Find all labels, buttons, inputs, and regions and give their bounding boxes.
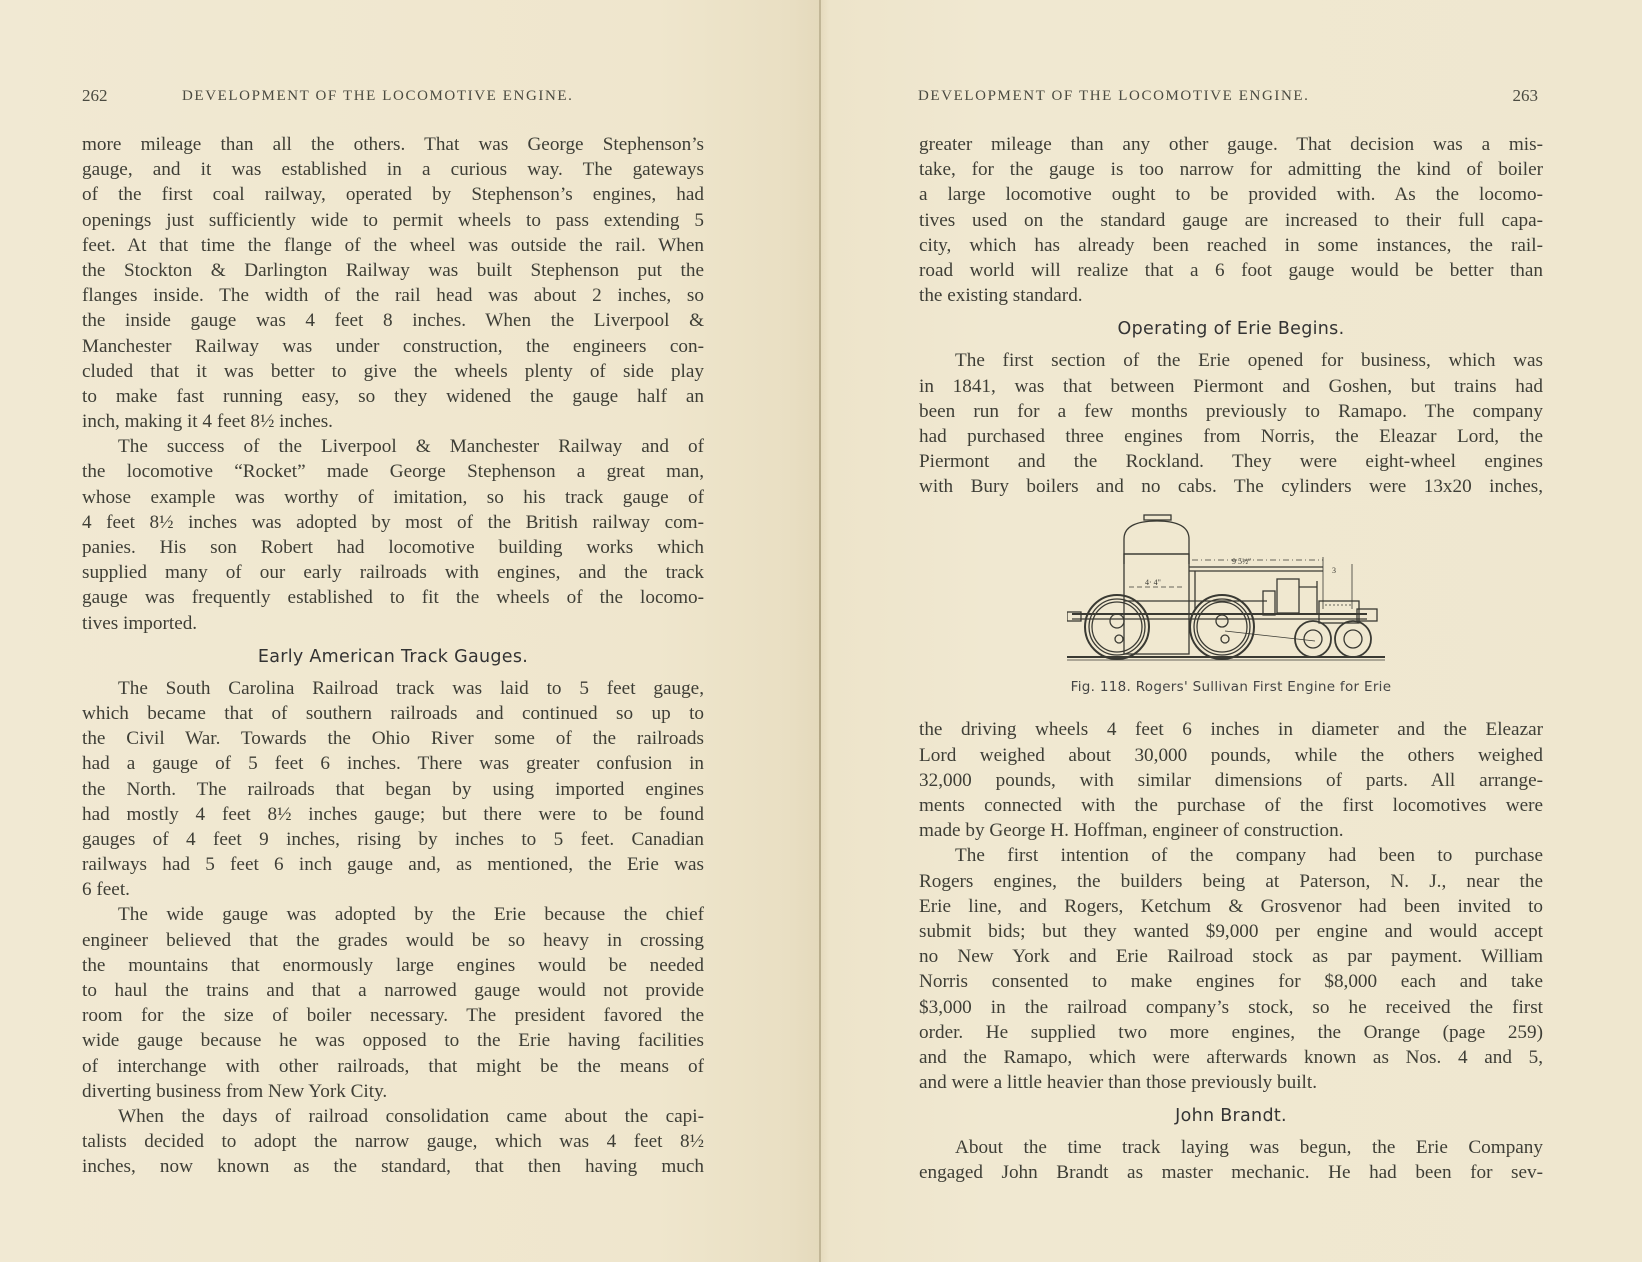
text-line: and the Ramapo, which were afterwards known as Nos. 4 and 5, (919, 1046, 1543, 1068)
running-head-title: DEVELOPMENT OF THE LOCOMOTIVE ENGINE. (182, 88, 574, 104)
figure-118 (919, 509, 1543, 709)
text-line: $3,000 in the railroad company’s stock, so he received the first (919, 996, 1543, 1018)
paragraph-start: The first intention of the company had been to purchase (955, 845, 1543, 867)
text-line: had a gauge of 5 feet 6 inches. There was greater confusion in (82, 753, 704, 775)
text-line: flanges inside. The width of the rail head was about 2 inches, so (82, 285, 704, 307)
text-line: room for the size of boiler necessary. The president favored the (82, 1005, 704, 1027)
section-heading: John Brandt. (1175, 1106, 1287, 1127)
left-page-body (82, 132, 704, 1180)
text-line: panies. His son Robert had locomotive building works which (82, 537, 704, 558)
text-line: a large locomotive ought to be provided with. As the locomo- (919, 184, 1543, 206)
text-line: cluded that it was better to give the wheels plenty of side play (82, 360, 704, 382)
svg-text:4· 4": 4· 4" (1145, 578, 1161, 588)
right-page (821, 0, 1642, 1262)
text-line: with Bury boilers and no cabs. The cylinders were 13x20 inches, (919, 476, 1543, 498)
svg-text:9 5½": 9 5½" (1232, 557, 1252, 567)
locomotive-drawing (1067, 509, 1397, 669)
text-line: whose example was worthy of imitation, so his track gauge of (82, 486, 704, 508)
text-line: gauge, and it was established in a curious way. The gateways (82, 159, 704, 181)
text-line: the North. The railroads that began by using imported engines (82, 778, 704, 800)
text-line: tives imported. (82, 612, 198, 634)
text-line: feet. At that time the flange of the wheel was outside the rail. When (82, 234, 704, 256)
paragraph-start: The success of the Liverpool & Manchester Railway and of (118, 436, 704, 458)
text-line: engaged John Brandt as master mechanic. He had been for sev- (919, 1162, 1543, 1184)
text-line: supplied many of our early railroads with engines, and the track (82, 562, 704, 584)
text-line: to make fast running easy, so they widened the gauge half an (82, 385, 704, 407)
text-line: railways had 5 feet 6 inch gauge and, as mentioned, the Erie was (82, 854, 704, 876)
text-line: the driving wheels 4 feet 6 inches in diameter and the Eleazar (919, 719, 1543, 741)
text-line: city, which has already been reached in some instances, the rail- (919, 234, 1543, 256)
text-line: Rogers engines, the builders being at Paterson, N. J., near the (919, 870, 1543, 892)
section-heading: Early American Track Gauges. (257, 646, 529, 667)
text-line: gauges of 4 feet 9 inches, rising by inches to 5 feet. Canadian (82, 828, 704, 850)
text-line: openings just sufficiently wide to permit wheels to pass extending 5 (82, 209, 704, 231)
text-line: engineer believed that the grades would be so heavy in crossing (82, 929, 704, 951)
running-head-title: DEVELOPMENT OF THE LOCOMOTIVE ENGINE. (918, 88, 1310, 104)
text-line: which became that of southern railroads and continued so up to (82, 702, 704, 724)
svg-text:3: 3 (1332, 566, 1336, 576)
text-line: submit bids; but they wanted $9,000 per engine and would accept (919, 920, 1543, 942)
paragraph-start: The wide gauge was adopted by the Erie because the chief (118, 904, 704, 926)
paragraph-start: The South Carolina Railroad track was laid to 5 feet gauge, (118, 677, 704, 699)
text-line: talists decided to adopt the narrow gauge, which was 4 feet 8½ (82, 1131, 704, 1153)
paragraph-start: The first section of the Erie opened for business, which was (955, 350, 1543, 372)
text-line: the Stockton & Darlington Railway was built Stephenson put the (82, 259, 704, 281)
page-number: 262 (82, 86, 108, 105)
text-line: to haul the trains and that a narrowed gauge would not provide (82, 980, 704, 1001)
text-line: diverting business from New York City. (82, 1080, 388, 1102)
text-line: wide gauge because he was opposed to the Erie having facilities (82, 1030, 704, 1052)
page-number: 263 (1512, 86, 1538, 105)
running-head-right (918, 88, 1538, 114)
section-heading: Operating of Erie Begins. (1117, 319, 1345, 340)
text-line: order. He supplied two more engines, the Orange (page 259) (919, 1021, 1543, 1043)
text-line: made by George H. Hoffman, engineer of construction. (919, 820, 1344, 842)
text-line: take, for the gauge is too narrow for admitting the kind of boiler (919, 159, 1543, 181)
text-line: had purchased three engines from Norris, the Eleazar Lord, the (919, 425, 1543, 447)
text-line: more mileage than all the others. That was George Stephenson’s (82, 134, 704, 155)
text-line: ments connected with the purchase of the first locomotives were (919, 795, 1543, 816)
text-line: Piermont and the Rockland. They were eight-wheel engines (919, 451, 1543, 473)
figure-caption: Fig. 118. Rogers' Sullivan First Engine for Erie (1070, 679, 1392, 696)
text-line: the existing standard. (919, 285, 1083, 307)
text-line: had mostly 4 feet 8½ inches gauge; but there were to be found (82, 803, 704, 825)
text-line: 32,000 pounds, with similar dimensions of parts. All arrange- (919, 769, 1543, 791)
text-line: Erie line, and Rogers, Ketchum & Grosvenor had been invited to (919, 895, 1543, 917)
text-line: 6 feet. (82, 879, 130, 901)
text-line: and were a little heavier than those previously built. (919, 1072, 1318, 1094)
text-line: gauge was frequently established to fit the wheels of the locomo- (82, 587, 704, 609)
paragraph-start: When the days of railroad consolidation came about the capi- (118, 1105, 704, 1127)
text-line: tives used on the standard gauge are increased to their full capa- (919, 209, 1543, 231)
text-line: the Civil War. Towards the Ohio River some of the railroads (82, 728, 704, 750)
text-line: 4 feet 8½ inches was adopted by most of the British railway com- (82, 511, 704, 533)
running-head-left (82, 88, 722, 114)
text-line: been run for a few months previously to Ramapo. The company (919, 400, 1543, 422)
text-line: inch, making it 4 feet 8½ inches. (82, 411, 333, 433)
left-page (0, 0, 819, 1262)
text-line: the inside gauge was 4 feet 8 inches. When the Liverpool & (82, 310, 704, 332)
right-page-body (919, 132, 1543, 1186)
text-line: of the first coal railway, operated by Stephenson’s engines, had (82, 184, 704, 206)
text-line: of interchange with other railroads, that might be the means of (82, 1055, 704, 1077)
text-line: in 1841, was that between Piermont and Goshen, but trains had (919, 375, 1543, 397)
text-line: Norris consented to make engines for $8,000 each and take (919, 971, 1543, 993)
text-line: inches, now known as the standard, that then having much (82, 1156, 704, 1178)
paragraph-start: About the time track laying was begun, the Erie Company (955, 1137, 1543, 1159)
text-line: the mountains that enormously large engines would be needed (82, 954, 704, 976)
text-line: the locomotive “Rocket” made George Stephenson a great man, (82, 461, 704, 483)
text-line: road world will realize that a 6 foot gauge would be better than (919, 259, 1543, 281)
text-line: greater mileage than any other gauge. That decision was a mis- (919, 134, 1543, 155)
text-line: Manchester Railway was under construction, the engineers con- (82, 335, 704, 357)
text-line: no New York and Erie Railroad stock as par payment. William (919, 946, 1543, 968)
text-line: Lord weighed about 30,000 pounds, while the others weighed (919, 744, 1543, 766)
